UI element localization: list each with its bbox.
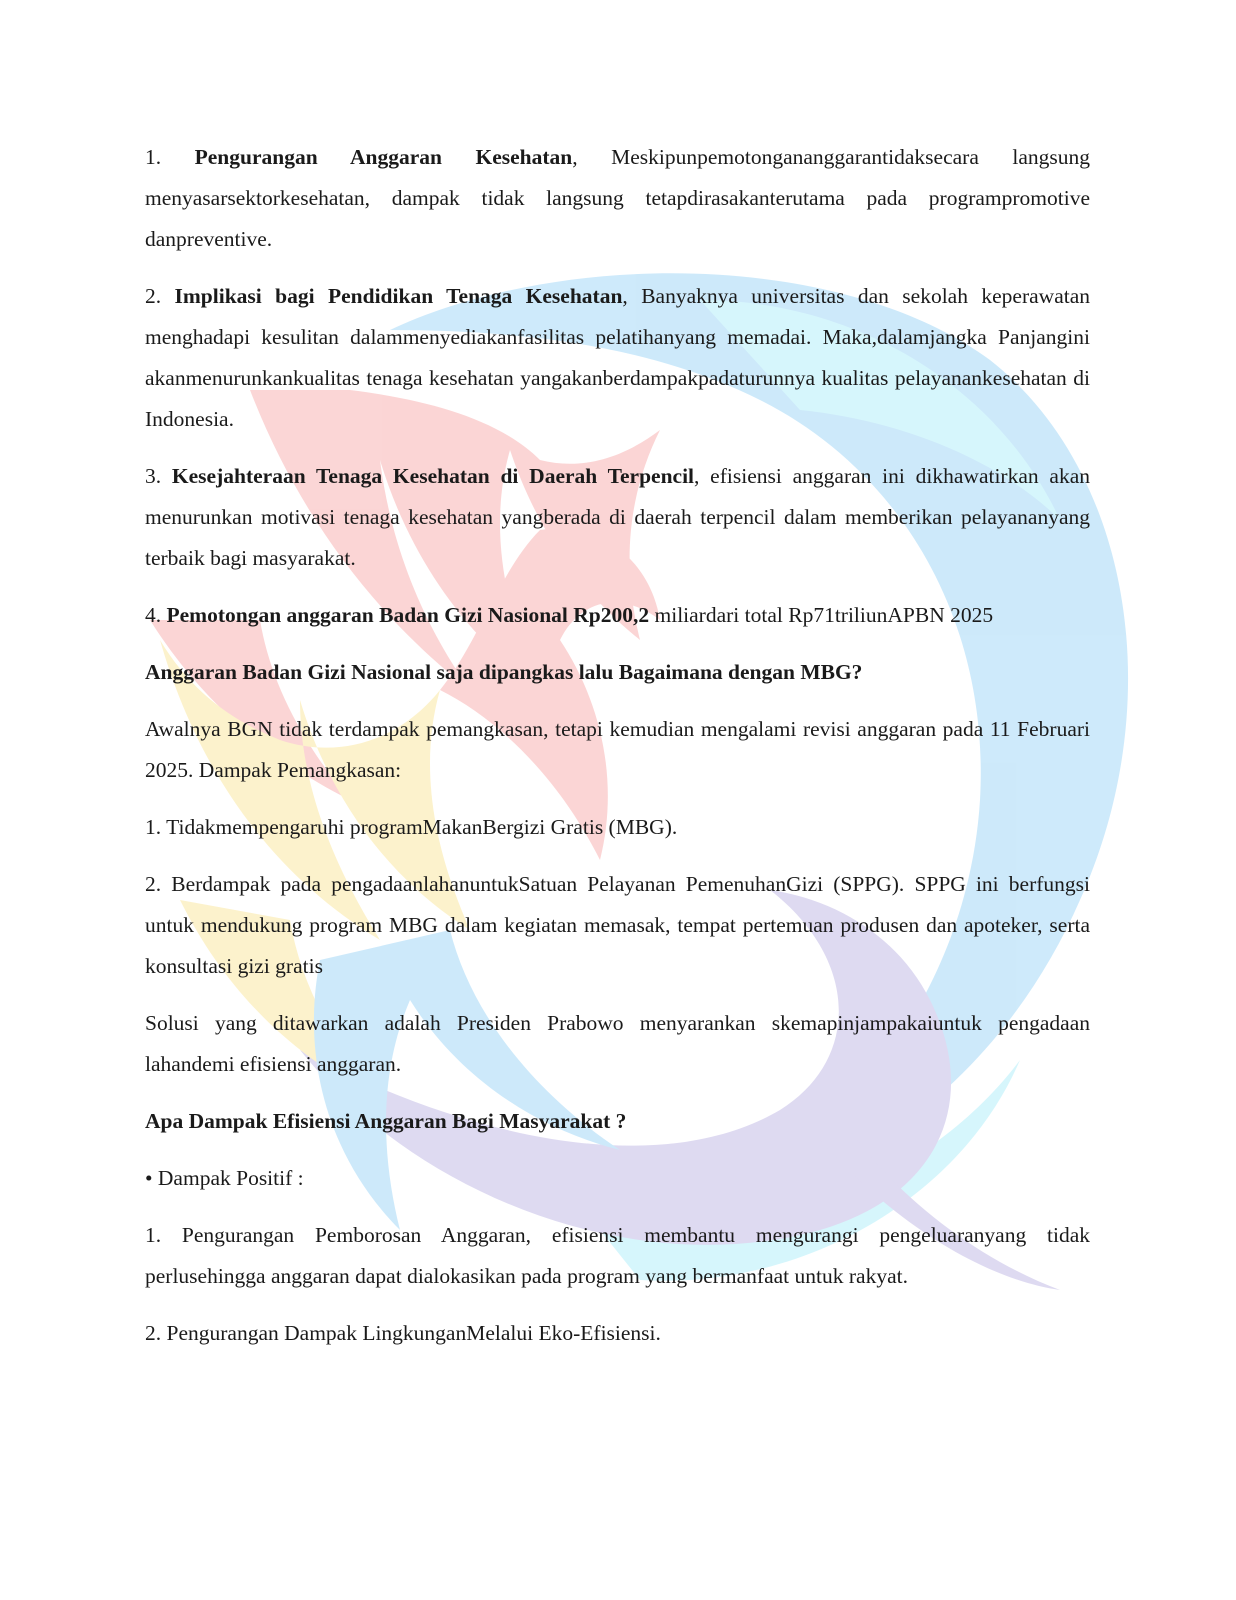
item-text: , Meskipunpemotongananggarantidaksecara langsung menyasarsektorkesehatan, dampak tidak langsung tetapdirasakanterutama pada programpromotive danpreventive. [145,145,1090,251]
item-number: 3. [145,464,162,488]
item-text: , efisiensi anggaran ini dikhawatirkan akan menurunkan motivasi tenaga kesehatan yangberada di daerah terpencil dalam memberikan pelayananyang terbaik bagi masyarakat. [145,464,1090,570]
paragraph-budget-health [145,137,1090,260]
list-item-bgn-impact-2: 2. Berdampak pada pengadaanlahanuntukSatuan Pelayanan PemenuhanGizi (SPPG). SPPG ini berfungsi untuk mendukung program MBG dalam kegiatan memasak, tempat pertemuan produsen dan apoteker, serta konsultasi gizi gratis [145,872,1090,978]
item-text: , Banyaknya universitas dan sekolah keperawatan menghadapi kesulitan dalammenyediakanfasilitas pelatihanyang memadai. Maka,dalamjangka Panjangini akanmenurunkankualitas tenaga kesehatan yangakanberdampakpadaturunnya kualitas pelayanankesehatan di Indonesia. [145,284,1090,431]
paragraph-solution: Solusi yang ditawarkan adalah Presiden Prabowo menyarankan skemapinjampakaiuntuk pengadaan lahandemi efisiensi anggaran. [145,1011,1090,1076]
item-heading: Implikasi bagi Pendidikan Tenaga Kesehatan [174,284,623,308]
item-number: 1. [145,145,162,169]
heading-mbg [145,652,1090,693]
paragraph-bgn-cut [145,595,1090,636]
positive-impact-label: • Dampak Positif : [145,1166,304,1190]
heading-dampak [145,1101,1090,1142]
item-number: 4. [145,603,162,627]
item-number: 2. [145,284,162,308]
list-item-positive-2: 2. Pengurangan Dampak LingkunganMelalui Eko-Efisiensi. [145,1321,661,1345]
item-heading: Pengurangan Anggaran Kesehatan [194,145,573,169]
item-heading: Pemotongan anggaran Badan Gizi Nasional Rp200,2 [166,603,650,627]
paragraph-remote-welfare [145,456,1090,579]
paragraph-bgn-intro: Awalnya BGN tidak terdampak pemangkasan, tetapi kemudian mengalami revisi anggaran pada 11 Februari 2025. Dampak Pemangkasan: [145,717,1090,782]
heading-text: Apa Dampak Efisiensi Anggaran Bagi Masyarakat ? [145,1109,627,1133]
list-item-positive-1: 1. Pengurangan Pemborosan Anggaran, efisiensi membantu mengurangi pengeluaranyang tidak perlusehingga anggaran dapat dialokasikan pada program yang bermanfaat untuk rakyat. [145,1223,1090,1288]
item-heading: Kesejahteraan Tenaga Kesehatan di Daerah Terpencil [171,464,695,488]
item-text: miliardari total Rp71triliunAPBN 2025 [649,603,994,627]
document-body [145,137,1090,1370]
paragraph-health-education [145,276,1090,440]
heading-text: Anggaran Badan Gizi Nasional saja dipangkas lalu Bagaimana dengan MBG? [145,660,863,684]
list-item-bgn-impact-1: 1. Tidakmempengaruhi programMakanBergizi Gratis (MBG). [145,815,678,839]
